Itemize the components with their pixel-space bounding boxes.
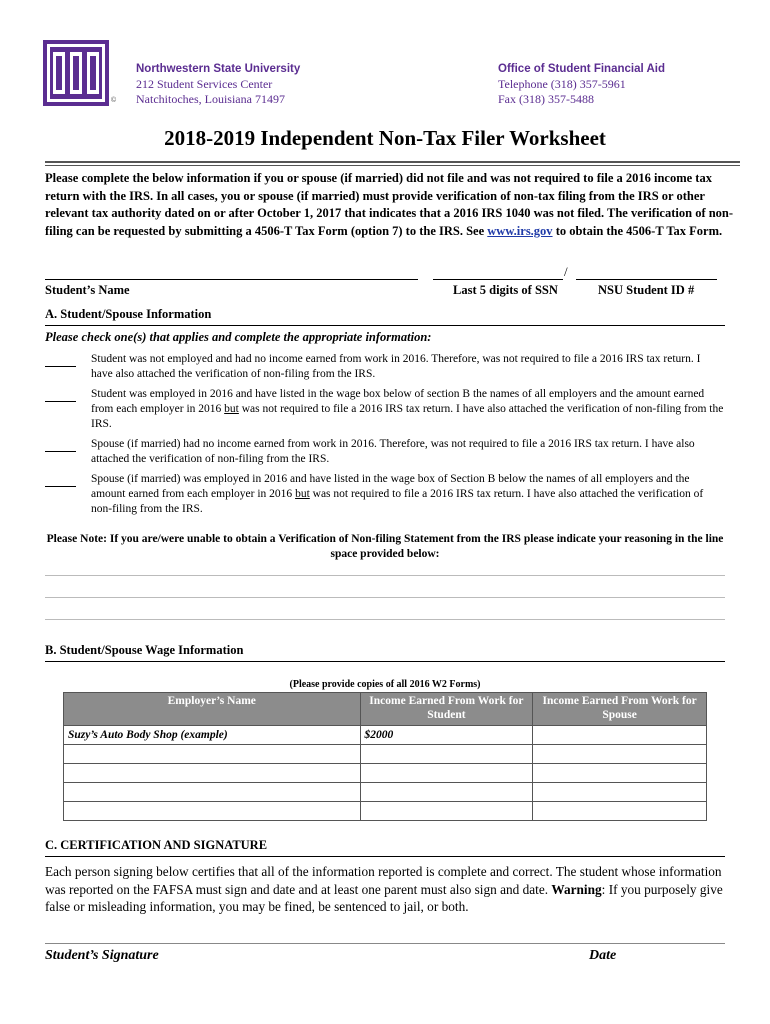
spouse-income-cell[interactable] (533, 745, 707, 764)
irs-link[interactable]: www.irs.gov (487, 223, 553, 238)
certification-text (45, 863, 735, 916)
employer-cell[interactable] (64, 802, 361, 821)
ssn-field[interactable] (433, 279, 563, 280)
note-label: Please Note (46, 533, 104, 545)
table-row (64, 726, 707, 745)
student-signature-label: Student’s Signature (45, 948, 159, 963)
address-line-1: 212 Student Services Center (136, 77, 273, 91)
office-name: Office of Student Financial Aid (498, 63, 665, 75)
table-row (64, 802, 707, 821)
warning-label: Warning (551, 881, 602, 897)
option-text (91, 472, 725, 517)
reason-line[interactable] (45, 575, 725, 576)
check-blank[interactable] (45, 476, 76, 487)
cert-text-before: Each person signing below certifies that all of the information reported is complete and correct. The student whose information was reported on the FAFSA must sign and date and at least one parent must also sign and date. (45, 864, 722, 897)
option-emphasis: but (295, 488, 310, 500)
university-logo (43, 40, 109, 106)
employer-cell[interactable]: Suzy’s Auto Body Shop (example) (64, 726, 361, 745)
section-a-instruction: Please check one(s) that applies and complete the appropriate information: (45, 330, 432, 344)
wage-table (63, 692, 707, 821)
office-telephone: Telephone (318) 357-5961 (498, 77, 626, 91)
option-spouse-employed (45, 472, 725, 517)
column-header-spouse-income: Income Earned From Work for Spouse (533, 693, 707, 726)
check-blank[interactable] (45, 356, 76, 367)
office-contact-block (498, 62, 665, 107)
w2-note: (Please provide copies of all 2016 W2 Forms) (289, 679, 481, 690)
section-c-heading: C. CERTIFICATION AND SIGNATURE (45, 838, 268, 852)
student-income-cell[interactable] (360, 745, 533, 764)
student-name-label: Student’s Name (45, 283, 130, 297)
option-student-not-employed (45, 352, 725, 382)
section-b-heading: B. Student/Spouse Wage Information (45, 643, 244, 657)
ssn-label: Last 5 digits of SSN (453, 283, 558, 297)
intro-text-after: to obtain the 4506-T Tax Form. (552, 223, 723, 238)
section-b-rule (45, 661, 725, 662)
please-note (45, 532, 725, 562)
copyright-mark: © (111, 97, 117, 104)
title-rule-thin (45, 165, 740, 166)
option-text-part: was not required to file a 2016 IRS tax return. I have also attached the verification of non-filing from the IRS. (91, 488, 704, 515)
student-id-field[interactable] (576, 279, 717, 280)
field-separator: / (564, 264, 568, 279)
student-income-cell[interactable]: $2000 (360, 726, 533, 745)
page-title: 2018-2019 Independent Non-Tax Filer Worksheet (164, 126, 606, 150)
student-income-cell[interactable] (360, 802, 533, 821)
option-spouse-not-employed (45, 437, 725, 467)
column-header-student-income: Income Earned From Work for Student (360, 693, 533, 726)
spouse-income-cell[interactable] (533, 764, 707, 783)
employer-cell[interactable] (64, 764, 361, 783)
spouse-income-cell[interactable] (533, 783, 707, 802)
table-row (64, 783, 707, 802)
intro-text-before: Please complete the below information if you or spouse (if married) did not file and was not required to file a 2016 income tax return with the IRS. In all cases, you or spouse (if married) must provide verification of non-tax filing from the IRS or other relevant tax authority dated on or after October 1, 2017 that indicates that a 2016 IRS 1040 was not filed. The verification of non-filing can be requested by submitting a 4506-T Tax Form (option 7) to the IRS. See (45, 171, 734, 238)
student-id-label: NSU Student ID # (598, 283, 695, 297)
option-text-part: was not required to file a 2016 IRS tax return. I have also attached the verification of non-filing from the IRS. (91, 403, 724, 430)
option-text (91, 387, 725, 432)
option-student-employed (45, 387, 725, 432)
check-blank[interactable] (45, 441, 76, 452)
student-name-field[interactable] (45, 279, 418, 280)
table-row (64, 745, 707, 764)
section-a-heading: A. Student/Spouse Information (45, 307, 212, 321)
spouse-income-cell[interactable] (533, 726, 707, 745)
note-text: : If you are/were unable to obtain a Verification of Non-filing Statement from the IRS please indicate your reasoning in the line space provided below: (103, 533, 724, 560)
section-c-rule (45, 856, 725, 857)
student-income-cell[interactable] (360, 764, 533, 783)
section-a-rule (45, 325, 725, 326)
option-text: Student was not employed and had no income earned from work in 2016. Therefore, was not required to file a 2016 IRS tax return. I have also attached the verification of non-filing from the IRS. (91, 353, 701, 380)
university-name: Northwestern State University (136, 63, 301, 75)
university-address-block (136, 62, 300, 107)
table-row (64, 764, 707, 783)
spouse-income-cell[interactable] (533, 802, 707, 821)
office-fax: Fax (318) 357-5488 (498, 92, 594, 106)
option-emphasis: but (224, 403, 239, 415)
check-blank[interactable] (45, 391, 76, 402)
title-rule-thick (45, 161, 740, 163)
option-text: Spouse (if married) had no income earned from work in 2016. Therefore, was not required to file a 2016 IRS tax return. I have also attached the verification of non-filing from the IRS. (91, 438, 695, 465)
intro-paragraph (45, 170, 735, 240)
date-label: Date (589, 948, 617, 963)
column-header-employer: Employer’s Name (64, 693, 361, 726)
address-line-2: Natchitoches, Louisiana 71497 (136, 92, 285, 106)
option-text-part: Student was employed in 2016 and have listed in the wage box below of section B the names of all employers and the amount earned from each employer in 2016 (91, 388, 705, 415)
wage-table-header (64, 693, 707, 726)
employer-cell[interactable] (64, 783, 361, 802)
signature-line[interactable] (45, 943, 725, 944)
columns-logo-icon (43, 40, 109, 106)
student-income-cell[interactable] (360, 783, 533, 802)
option-text-part: Spouse (if married) was employed in 2016 and have listed in the wage box of Section B below the names of all employers and the amount earned from each employer in 2016 (91, 473, 690, 500)
reason-line[interactable] (45, 619, 725, 620)
employer-cell[interactable] (64, 745, 361, 764)
cert-text-after: : If you purposely give false or misleading information, you may be fined, be sentenced to jail, or both. (45, 881, 723, 914)
reason-line[interactable] (45, 597, 725, 598)
